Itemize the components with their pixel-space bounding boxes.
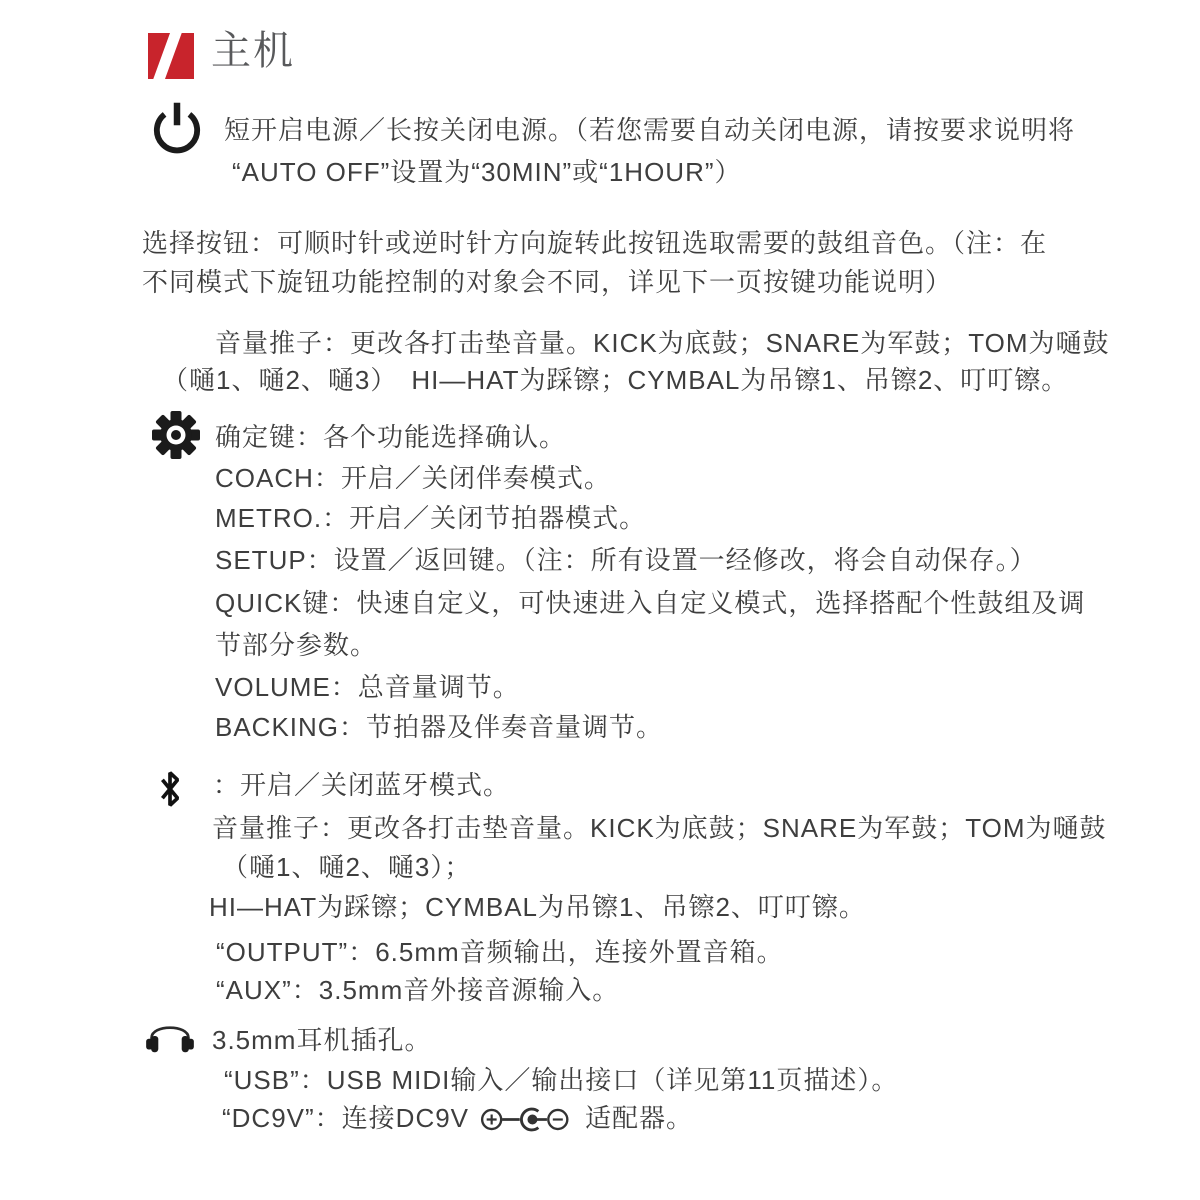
power-icon bbox=[151, 98, 203, 161]
dc-polarity-icon bbox=[477, 1105, 577, 1134]
settings-line-quick: QUICK键：快速自定义，可快速进入自定义模式，选择搭配个性鼓组及调 bbox=[215, 588, 1086, 618]
settings-line-setup: SETUP：设置／返回键。（注：所有设置一经修改，将会自动保存。） bbox=[215, 545, 1037, 575]
settings-line-coach: COACH：开启／关闭伴奏模式。 bbox=[215, 463, 611, 493]
dc9v-text-after: 适配器。 bbox=[585, 1103, 694, 1133]
settings-line-confirm: 确定键：各个功能选择确认。 bbox=[215, 422, 567, 452]
bluetooth-line-faders: 音量推子：更改各打击垫音量。KICK为底鼓；SNARE为军鼓；TOM为嗵鼓 bbox=[212, 813, 1107, 843]
bluetooth-line-mode: ：开启／关闭蓝牙模式。 bbox=[213, 770, 511, 800]
dc9v-text-before: “DC9V”：连接DC9V bbox=[222, 1103, 470, 1133]
output-jack-line: “OUTPUT”：6.5mm音频输出，连接外置音箱。 bbox=[216, 937, 784, 967]
settings-line-quick-cont: 节部分参数。 bbox=[215, 630, 378, 660]
headphone-jack-line: 3.5mm耳机插孔。 bbox=[212, 1025, 432, 1055]
power-line-2: “AUTO OFF”设置为“30MIN”或“1HOUR”） bbox=[232, 157, 742, 187]
bluetooth-line-cymbals: HI—HAT为踩镲；CYMBAL为吊镲1、吊镲2、叮叮镲。 bbox=[209, 892, 866, 922]
bluetooth-line-toms: （嗵1、嗵2、嗵3）； bbox=[222, 852, 472, 882]
aux-jack-line: “AUX”：3.5mm音外接音源输入。 bbox=[216, 975, 620, 1005]
settings-line-metro: METRO.：开启／关闭节拍器模式。 bbox=[215, 503, 647, 533]
power-line-1: 短开启电源／长按关闭电源。（若您需要自动关闭电源，请按要求说明将 bbox=[224, 115, 1076, 145]
selector-line-1: 选择按钮：可顺时针或逆时针方向旋转此按钮选取需要的鼓组音色。（注：在 bbox=[142, 228, 1048, 258]
headphones-icon bbox=[143, 1016, 197, 1061]
settings-line-volume: VOLUME：总音量调节。 bbox=[215, 672, 520, 702]
faders-line-1: 音量推子：更改各打击垫音量。KICK为底鼓；SNARE为军鼓；TOM为嗵鼓 bbox=[215, 328, 1110, 358]
gear-icon bbox=[152, 411, 200, 464]
faders-line-2: （嗵1、嗵2、嗵3） HI—HAT为踩镲；CYMBAL为吊镲1、吊镲2、叮叮镲。 bbox=[162, 365, 1069, 395]
logo-slash bbox=[152, 33, 182, 79]
settings-line-backing: BACKING：节拍器及伴奏音量调节。 bbox=[215, 712, 664, 742]
bluetooth-icon bbox=[157, 766, 183, 817]
dc9v-line bbox=[222, 1103, 693, 1133]
usb-midi-line: “USB”：USB MIDI输入／输出接口（详见第11页描述）。 bbox=[224, 1065, 899, 1095]
page-title: 主机 bbox=[211, 29, 295, 73]
brand-logo bbox=[148, 33, 194, 79]
selector-line-2: 不同模式下旋钮功能控制的对象会不同，详见下一页按键功能说明） bbox=[142, 267, 953, 297]
